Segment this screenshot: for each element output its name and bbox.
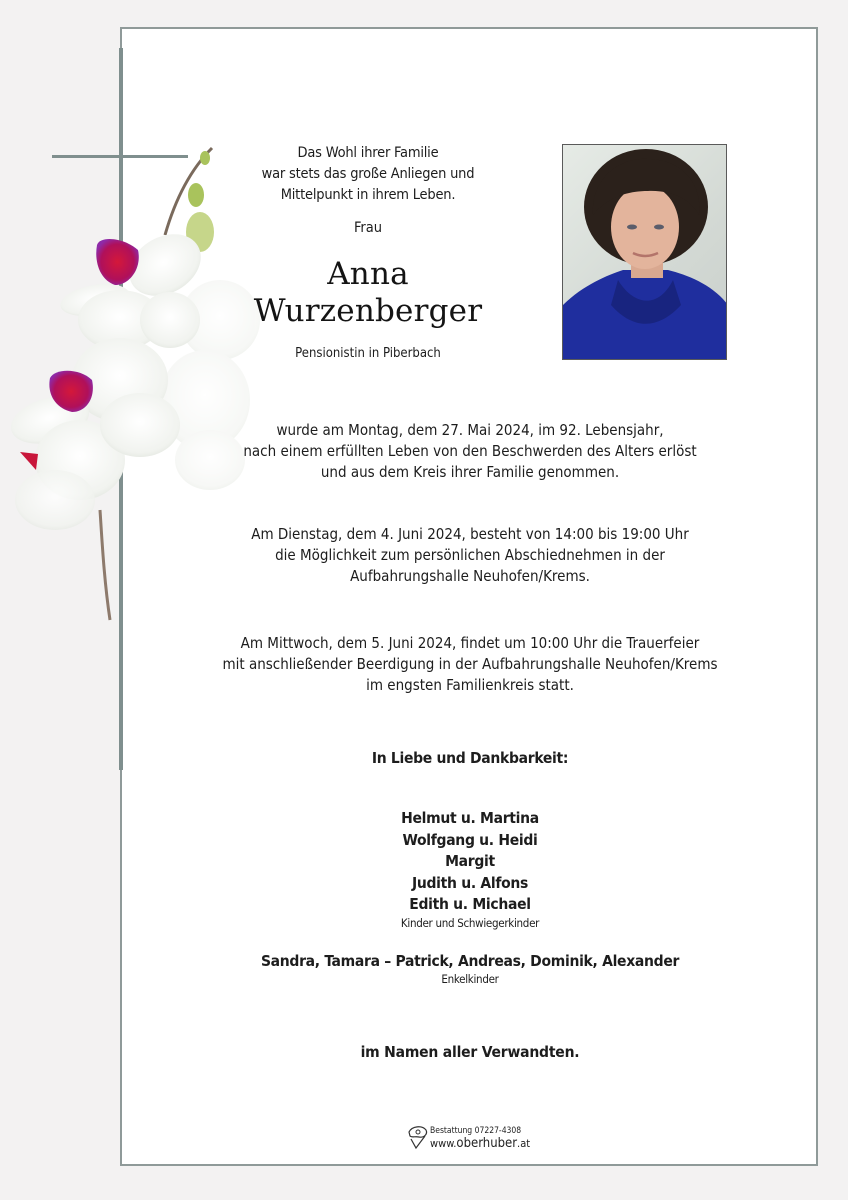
undertaker-name: Bestattung	[430, 1126, 473, 1136]
grandchildren-names: Sandra, Tamara – Patrick, Andreas, Dominik, Alexander	[260, 952, 680, 970]
family-member: Helmut u. Martina	[401, 809, 539, 827]
quote-line: Das Wohl ihrer Familie	[297, 145, 439, 161]
website-domain: oberhuber	[456, 1136, 518, 1151]
first-name: Anna	[327, 256, 409, 292]
deceased-name	[208, 256, 528, 330]
last-name: Wurzenberger	[253, 293, 483, 329]
undertaker-contact	[430, 1126, 521, 1136]
undertaker-logo-icon	[406, 1124, 430, 1150]
text-line: im engsten Familienkreis statt.	[366, 676, 574, 694]
children-list	[150, 808, 790, 931]
thanks-heading: In Liebe und Dankbarkeit:	[371, 749, 569, 767]
closing-line: im Namen aller Verwandten.	[360, 1043, 580, 1061]
text-line: Am Dienstag, dem 4. Juni 2024, besteht von 14:00 bis 19:00 Uhr	[251, 525, 689, 543]
text-line: mit anschließender Beerdigung in der Aufbahrungshalle Neuhofen/Krems	[222, 655, 718, 673]
text-line: die Möglichkeit zum persönlichen Abschiednehmen in der	[275, 546, 665, 564]
children-label: Kinder und Schwiegerkinder	[400, 915, 540, 930]
text-line: Aufbahrungshalle Neuhofen/Krems.	[350, 567, 590, 585]
quote-line: war stets das große Anliegen und	[261, 166, 475, 182]
website-prefix: www.	[430, 1137, 457, 1150]
quote-line: Mittelpunkt in ihrem Leben.	[280, 187, 456, 203]
portrait-image	[563, 145, 727, 360]
grandchildren-label: Enkelkinder	[441, 972, 499, 986]
text-line: Am Mittwoch, dem 5. Juni 2024, findet um 10:00 Uhr die Trauerfeier	[240, 634, 700, 652]
family-member: Margit	[445, 852, 495, 870]
family-member: Judith u. Alfons	[411, 873, 529, 892]
text-line: und aus dem Kreis ihrer Familie genommen.	[320, 463, 620, 481]
portrait-photo	[562, 144, 727, 360]
death-announcement	[150, 420, 790, 483]
viewing-announcement	[150, 524, 790, 587]
text-line: nach einem erfüllten Leben von den Beschwerden des Alters erlöst	[243, 442, 697, 460]
profession: Pensionistin in Piberbach	[295, 346, 441, 361]
grandchildren-list	[150, 951, 790, 987]
undertaker-phone: 07227-4308	[474, 1126, 522, 1136]
text-line: wurde am Montag, dem 27. Mai 2024, im 92. Lebensjahr,	[276, 421, 664, 439]
family-member: Wolfgang u. Heidi	[402, 830, 538, 849]
quote-block	[208, 143, 528, 206]
funeral-announcement	[150, 633, 790, 696]
undertaker-website	[430, 1136, 530, 1151]
website-tld: .at	[517, 1137, 531, 1150]
undertaker-footer	[406, 1124, 546, 1154]
salutation: Frau	[353, 220, 383, 236]
family-member: Edith u. Michael	[409, 895, 531, 913]
